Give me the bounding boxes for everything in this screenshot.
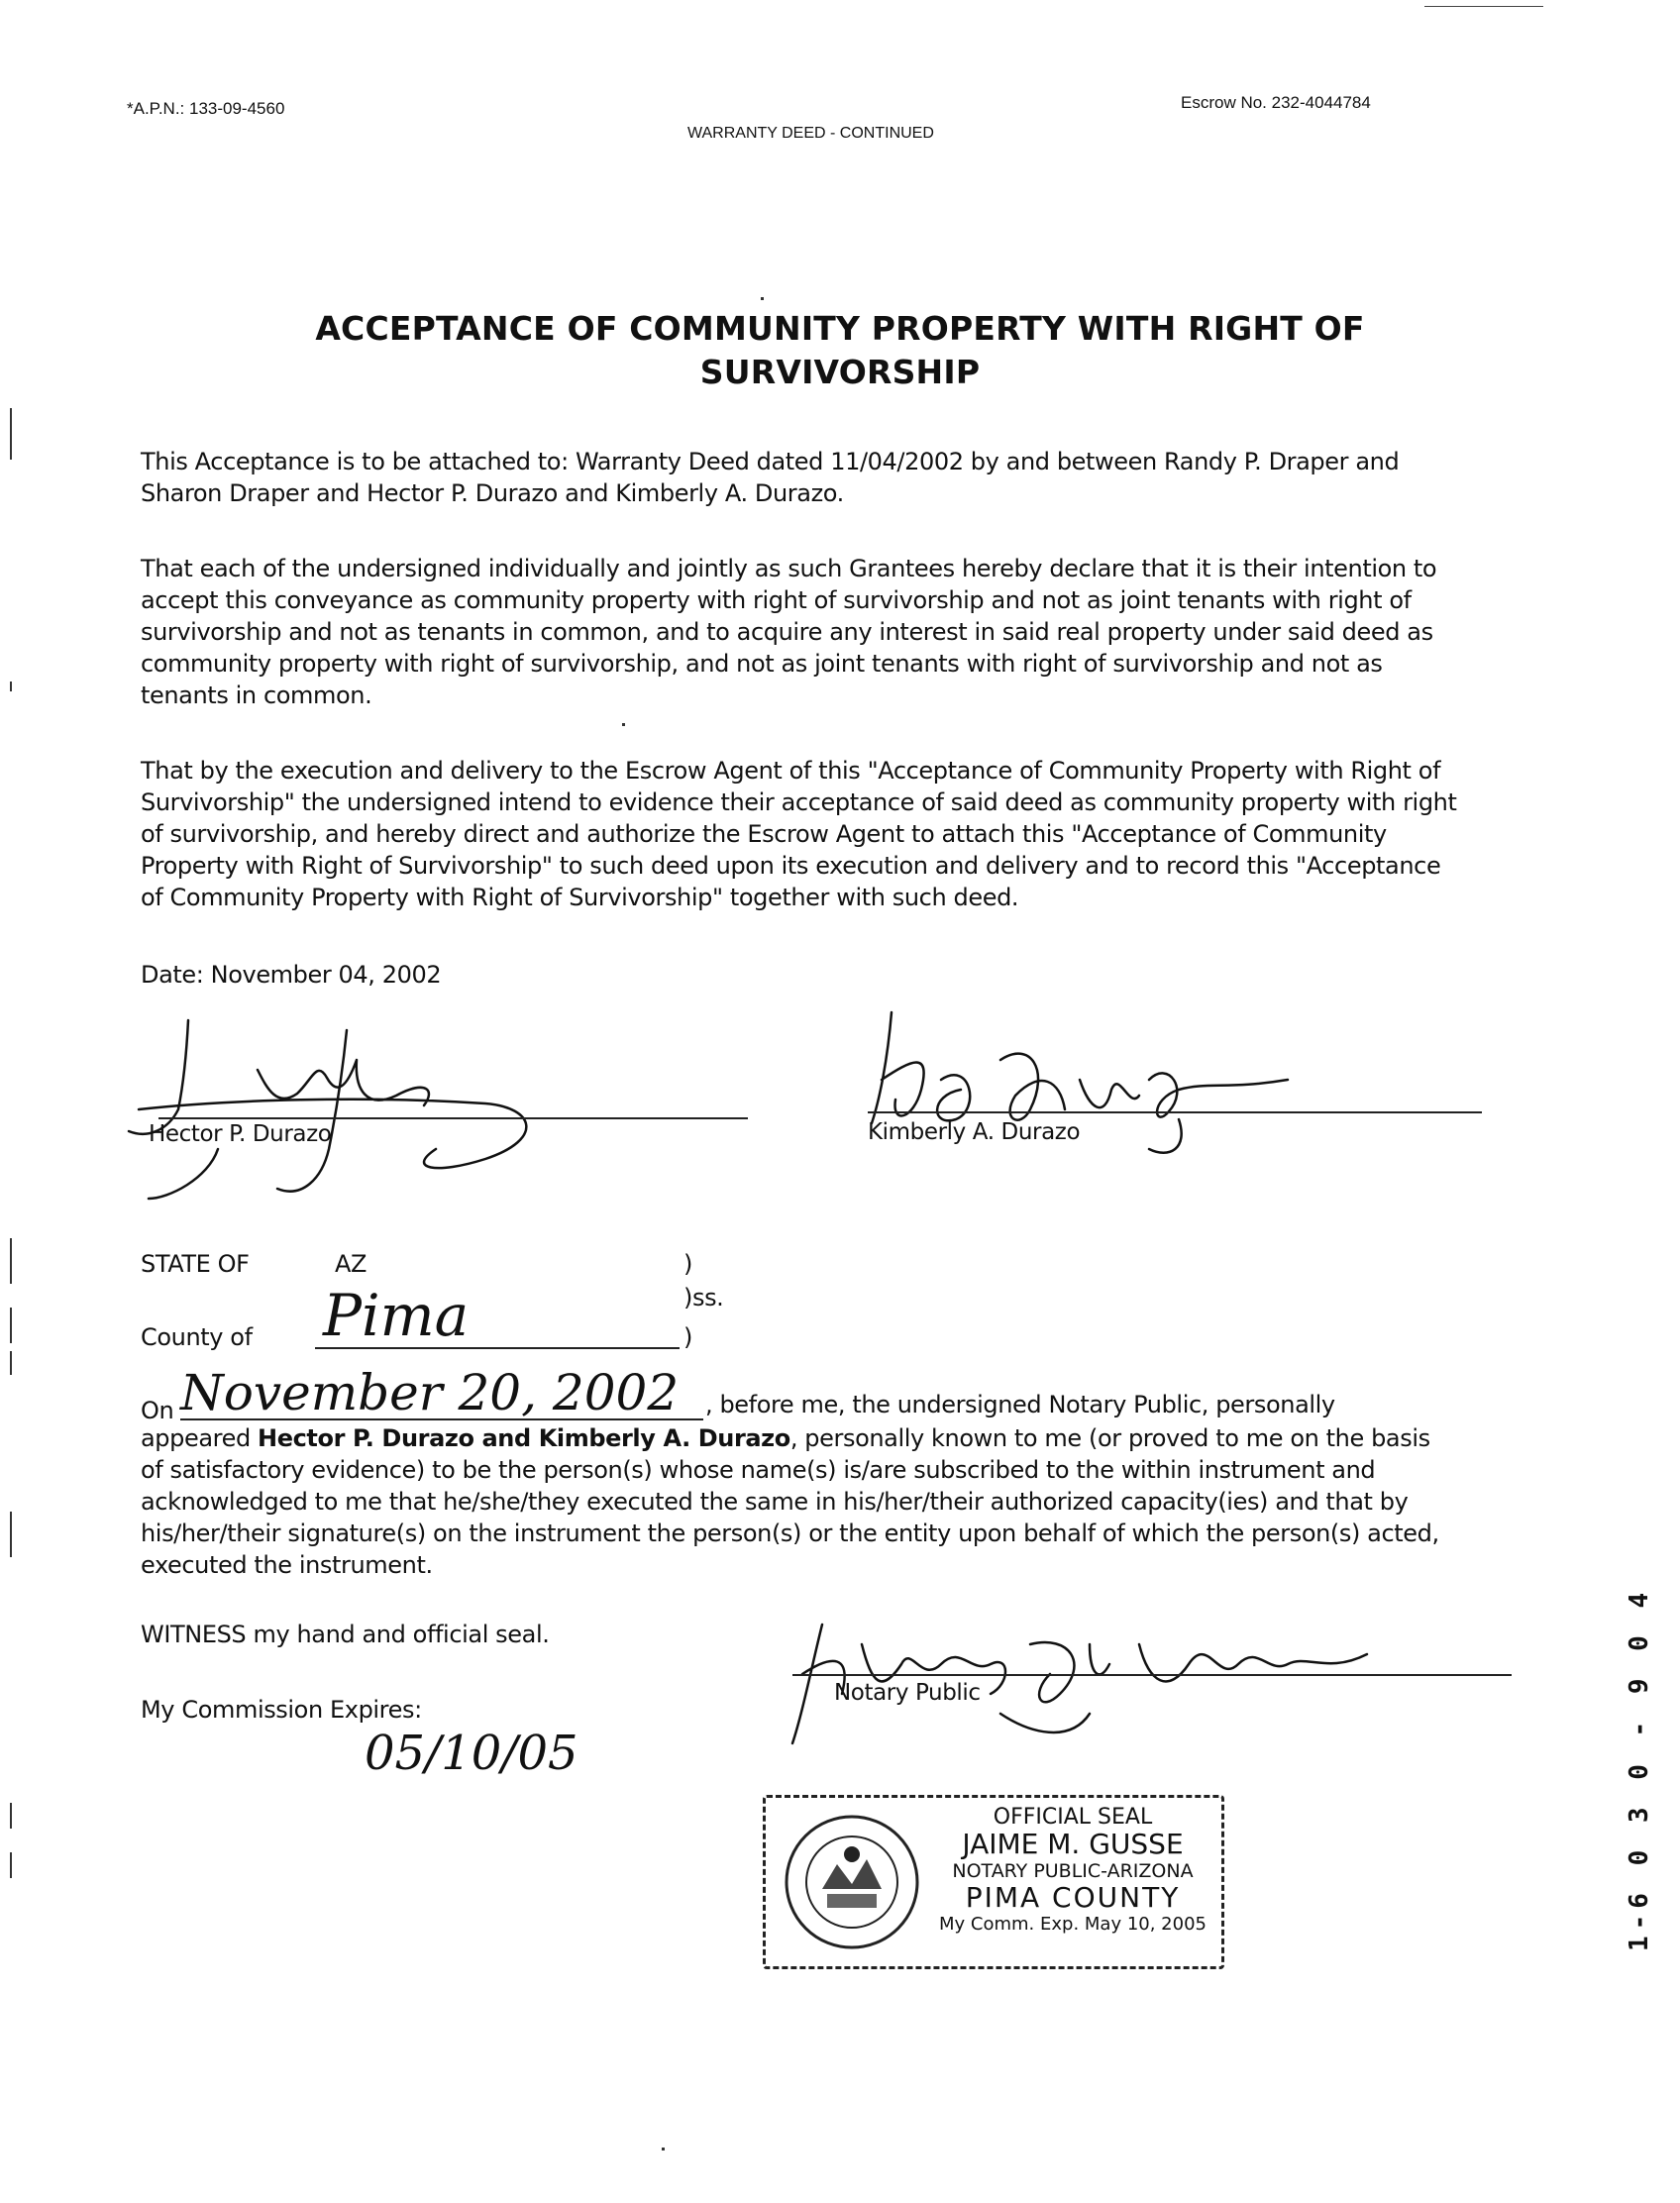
- title-line-1: ACCEPTANCE OF COMMUNITY PROPERTY WITH RIGHT OF: [315, 309, 1365, 348]
- acknowledgment-date-handwritten: November 20, 2002: [180, 1364, 680, 1421]
- document-title: [198, 307, 1482, 394]
- paragraph-line: Sharon Draper and Hector P. Durazo and Kimberly A. Durazo.: [141, 479, 844, 507]
- paragraph-line: Property with Right of Survivorship" to such deed upon its execution and delivery and to record this "Acceptance: [141, 852, 1441, 880]
- margin-mark: [10, 1803, 12, 1829]
- paragraph-line: This Acceptance is to be attached to: Warranty Deed dated 11/04/2002 by and between Randy P. Draper and: [141, 448, 1400, 475]
- hector-signature: [109, 1000, 624, 1218]
- scan-speck: [761, 297, 764, 300]
- acknowledgment-date-line: [180, 1418, 703, 1420]
- appeared-rest: , personally known to me (or proved to me on the basis: [789, 1424, 1430, 1452]
- hector-signature-line: [158, 1117, 748, 1119]
- paragraph-line: his/her/their signature(s) on the instrument the person(s) or the entity upon behalf of which the person(s) acted,: [141, 1520, 1439, 1547]
- commission-expires-label: My Commission Expires:: [141, 1696, 422, 1724]
- seal-county: PIMA COUNTY: [965, 1881, 1181, 1914]
- paragraph-line: executed the instrument.: [141, 1551, 433, 1579]
- seal-commission: My Comm. Exp. May 10, 2005: [939, 1914, 1207, 1935]
- margin-mark: [10, 1238, 12, 1284]
- margin-mark: [10, 1512, 12, 1557]
- acknowledgment-line-1: , before me, the undersigned Notary Public, personally: [705, 1391, 1335, 1418]
- paragraph-line: of Community Property with Right of Survivorship" together with such deed.: [141, 884, 1019, 911]
- paragraph-line: of satisfactory evidence) to be the person(s) whose name(s) is/are subscribed to the within instrument and: [141, 1456, 1376, 1484]
- state-label: STATE OF: [141, 1250, 250, 1278]
- commission-expires-handwritten: 05/10/05: [365, 1726, 578, 1781]
- paragraph-line: accept this conveyance as community property with right of survivorship and not as joint tenants with right of: [141, 586, 1412, 614]
- official-seal-stamp: [763, 1795, 1224, 1969]
- venue-paren: ): [683, 1250, 692, 1278]
- apn-number: *A.P.N.: 133-09-4560: [127, 99, 285, 118]
- margin-mark: [10, 682, 12, 691]
- title-line-2: SURVIVORSHIP: [699, 353, 981, 391]
- top-right-rule: [1424, 6, 1543, 7]
- notary-signature: [773, 1605, 1426, 1753]
- county-line: [315, 1347, 680, 1349]
- attachment-paragraph: [141, 446, 1527, 509]
- venue-ss: )ss.: [683, 1284, 724, 1311]
- appeared-names: Hector P. Durazo and Kimberly A. Durazo: [258, 1424, 790, 1452]
- venue-paren: ): [683, 1323, 692, 1351]
- paragraph-line: That by the execution and delivery to the Escrow Agent of this "Acceptance of Community Property with Right of: [141, 757, 1441, 785]
- county-handwritten: Pima: [323, 1282, 470, 1349]
- margin-mark: [10, 1852, 12, 1878]
- appeared-label: appeared: [141, 1424, 259, 1452]
- margin-mark: [10, 1308, 12, 1343]
- paragraph-line: Survivorship" the undersigned intend to evidence their acceptance of said deed as community property with right: [141, 788, 1457, 816]
- scan-speck: [662, 2148, 665, 2151]
- paragraph-line: acknowledged to me that he/she/they executed the same in his/her/their authorized capacity(ies) and that by: [141, 1488, 1409, 1516]
- paragraph-line: That each of the undersigned individually and jointly as such Grantees hereby declare that it is their intention to: [141, 555, 1437, 582]
- seal-notary-name: JAIME M. GUSSE: [962, 1828, 1184, 1860]
- acceptance-date: Date: November 04, 2002: [141, 961, 442, 989]
- county-label: County of: [141, 1323, 253, 1351]
- warranty-deed-continued: WARRANTY DEED - CONTINUED: [687, 125, 934, 142]
- intention-paragraph: [141, 553, 1527, 711]
- seal-text-block: [934, 1806, 1211, 1937]
- notary-public-label: Notary Public: [834, 1680, 981, 1706]
- appeared-line: [141, 1422, 1527, 1454]
- paragraph-line: of survivorship, and hereby direct and authorize the Escrow Agent to attach this "Acceptance of Community: [141, 820, 1387, 848]
- execution-paragraph: [141, 755, 1527, 913]
- paragraph-line: community property with right of survivorship, and not as joint tenants with right of survivorship and not as: [141, 650, 1383, 678]
- kimberly-signature-line: [868, 1111, 1482, 1113]
- state-value: AZ: [335, 1250, 368, 1278]
- seal-line: NOTARY PUBLIC-ARIZONA: [952, 1860, 1194, 1882]
- paragraph-line: survivorship and not as tenants in common, and to acquire any interest in said real property under said deed as: [141, 618, 1433, 646]
- seal-line: OFFICIAL SEAL: [993, 1805, 1153, 1830]
- on-label: On: [141, 1397, 174, 1424]
- recording-number: 1-6 0 3 0 - 9 0 4: [1625, 1586, 1654, 1951]
- witness-statement: WITNESS my hand and official seal.: [141, 1621, 550, 1648]
- kimberly-name-label: Kimberly A. Durazo: [868, 1119, 1081, 1145]
- margin-mark: [10, 1351, 12, 1375]
- paragraph-line: tenants in common.: [141, 682, 372, 709]
- notary-signature-line: [792, 1674, 1512, 1676]
- scan-speck: [622, 723, 625, 726]
- escrow-number: Escrow No. 232-4044784: [1181, 93, 1371, 112]
- hector-name-label: Hector P. Durazo: [149, 1121, 332, 1147]
- margin-mark: [10, 408, 12, 460]
- acknowledgment-paragraph: [141, 1422, 1527, 1581]
- arizona-state-seal-icon: [778, 1810, 926, 1954]
